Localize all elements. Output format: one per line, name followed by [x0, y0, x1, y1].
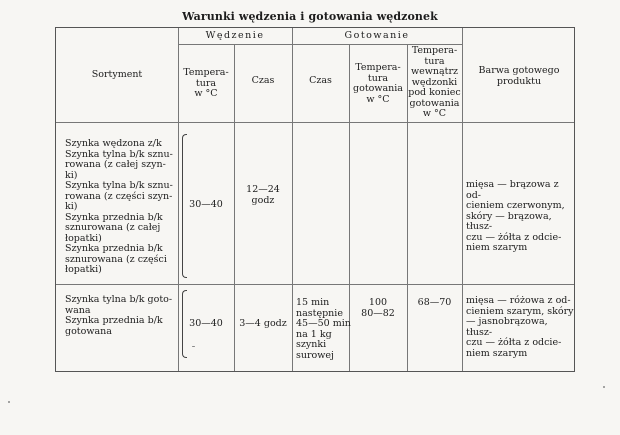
header-barwa: Barwa gotowego produktu: [478, 65, 560, 87]
group-header-gotowanie: Gotowanie: [344, 30, 410, 41]
row2-barwa: mięsa — różowa z od- cieniem szarym, skóry — jasnobrązowa, tłusz- czu — żółta z odcie- niem szarym: [466, 295, 574, 359]
row2-czas-gotowania: 15 min następnie 45—50 min na 1 kg szynki surowej: [296, 297, 351, 361]
conditions-table: [55, 27, 575, 372]
row1-czas-wedzenia: 12—24 godz: [246, 184, 280, 206]
page-title: Warunki wędzenia i gotowania wędzonek: [182, 10, 438, 23]
header-sortyment: Sortyment: [91, 69, 143, 80]
header-czas-gotowania: Czas: [309, 75, 332, 86]
row1-temp-wedzenia: 30—40: [189, 199, 223, 210]
row2-temp-gotowania: 100 80—82: [361, 297, 395, 319]
row2-sortyment: Szynka tylna b/k goto- wana Szynka przednia b/k gotowana: [65, 294, 173, 337]
group-header-wedzenie: Wędzenie: [205, 30, 265, 41]
row2-czas-wedzenia: 3—4 godz: [239, 318, 287, 329]
header-temperatura-gotowania: Tempera- tura gotowania w °C: [353, 62, 403, 105]
header-temperatura-wedzenia: Tempera- tura w °C: [183, 67, 229, 99]
row1-barwa: mięsa — brązowa z od- cieniem czerwonym, skóry — brązowa, tłusz- czu — żółta z odcie- niem szarym: [466, 179, 565, 253]
scan-speck: [603, 386, 605, 388]
row2-temp-wedzenia: 30—40: [189, 318, 223, 329]
row1-sortyment: Szynka wędzona z/k Szynka tylna b/k sznu- rowana (z całej szyn- ki) Szynka tylna b/k sznu- rowana (z części szyn- ki) Szynka przednia b/k sznurowana (z całej łopatki) Szynka przednia b/k sznurowana (z części łopatki): [65, 138, 173, 275]
header-bottom-line: [56, 122, 574, 123]
header-czas-wedzenia: Czas: [251, 75, 275, 86]
scan-speck: [8, 401, 10, 403]
header-temperatura-wewnatrz: Tempera- tura wewnątrz wędzonki pod koniec gotowania w °C: [408, 45, 461, 119]
scan-speck: [192, 346, 195, 347]
row2-temp-wewnatrz: 68—70: [417, 297, 452, 308]
row-divider: [56, 284, 574, 285]
